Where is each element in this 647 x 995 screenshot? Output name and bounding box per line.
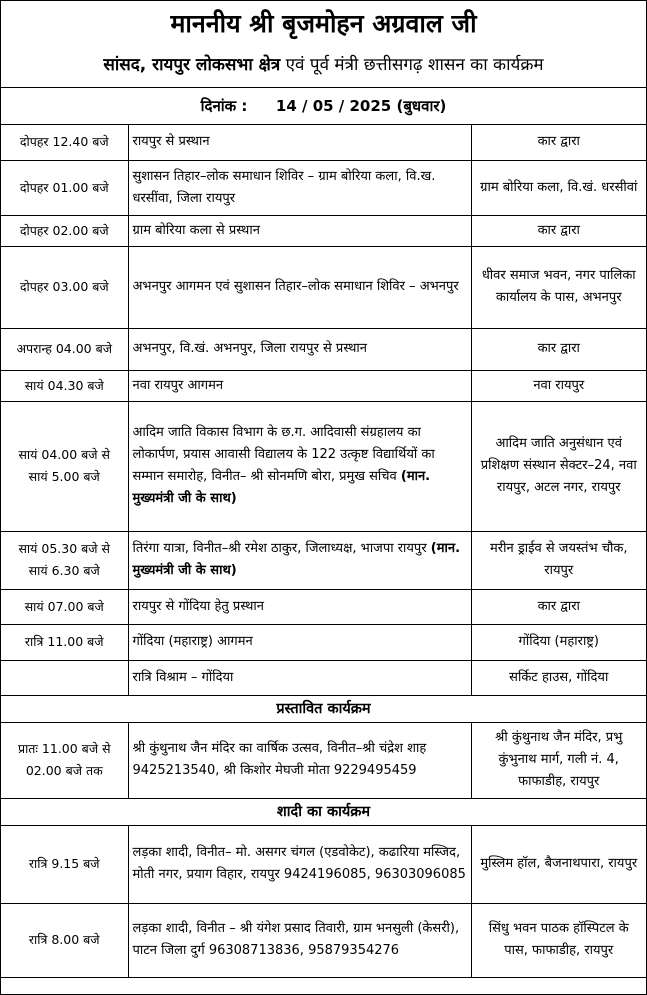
row-event: अभनपुर आगमन एवं सुशासन तिहार–लोक समाधान शिविर – अभनपुर xyxy=(128,246,471,328)
row-event xyxy=(128,531,471,589)
table-row xyxy=(1,624,646,660)
table-row xyxy=(1,370,646,401)
row-event: रात्रि विश्राम – गोंदिया xyxy=(128,660,471,695)
row-time-end: सायं 6.30 बजे xyxy=(28,563,100,578)
date-row xyxy=(1,88,646,125)
row-event: सुशासन तिहार–लोक समाधान शिविर – ग्राम बोरिया कला, वि.ख. धरसींवा, जिला रायपुर xyxy=(128,160,471,215)
section-heading-row xyxy=(1,798,646,825)
row-event: श्री कुंथुनाथ जैन मंदिर का वार्षिक उत्सव, विनीत–श्री चंद्रेश शाह 9425213540, श्री किशोर मेघजी मोता 9229495459 xyxy=(128,722,471,798)
row-place: श्री कुंथुनाथ जैन मंदिर, प्रभु कुंभुनाथ मार्ग, गली नं. 4, फाफाडीह, रायपुर xyxy=(471,722,646,798)
row-time xyxy=(1,531,128,589)
row-time-end: सायं 5.00 बजे xyxy=(28,469,100,484)
row-place: नवा रायपुर xyxy=(471,370,646,401)
row-time: रात्रि 9.15 बजे xyxy=(1,825,128,903)
table-row xyxy=(1,825,646,903)
row-time-start: सायं 04.00 बजे से xyxy=(18,447,110,462)
row-time: रात्रि 8.00 बजे xyxy=(1,903,128,977)
table-row xyxy=(1,125,646,160)
row-time: दोपहर 02.00 बजे xyxy=(1,215,128,246)
row-time-end: 02.00 बजे तक xyxy=(25,763,103,778)
table-row xyxy=(1,531,646,589)
section-heading-row xyxy=(1,695,646,722)
document-subtitle xyxy=(1,47,646,88)
row-place: सिंधु भवन पाठक हॉस्पिटल के पास, फाफाडीह, रायपुर xyxy=(471,903,646,977)
table-row xyxy=(1,589,646,624)
document-title: माननीय श्री बृजमोहन अग्रवाल जी xyxy=(170,9,477,38)
row-time-start: प्रातः 11.00 बजे से xyxy=(17,741,111,756)
table-row xyxy=(1,246,646,328)
row-event: अभनपुर, वि.खं. अभनपुर, जिला रायपुर से प्रस्थान xyxy=(128,328,471,370)
row-time xyxy=(1,660,128,695)
row-time: अपरान्ह 04.00 बजे xyxy=(1,328,128,370)
schedule-table xyxy=(1,125,646,978)
table-row xyxy=(1,401,646,531)
row-event: ग्राम बोरिया कला से प्रस्थान xyxy=(128,215,471,246)
row-place: सर्किट हाउस, गोंदिया xyxy=(471,660,646,695)
row-event: रायपुर से गोंदिया हेतु प्रस्थान xyxy=(128,589,471,624)
wedding-heading: शादी का कार्यक्रम xyxy=(1,798,646,825)
row-place: ग्राम बोरिया कला, वि.खं. धरसीवां xyxy=(471,160,646,215)
date-label: दिनांक : xyxy=(200,97,248,115)
table-row xyxy=(1,328,646,370)
row-event-text: आदिम जाति विकास विभाग के छ.ग. आदिवासी संग्रहालय का लोकार्पण, प्रयास आवासी विद्यालय के 122 उत्कृष्ट विद्यार्थियों का सम्मान समारोह, विनीत– श्री सोनमणि बोरा, प्रमुख सचिव xyxy=(132,425,435,484)
row-place: मुस्लिम हॉल, बैजनाथपारा, रायपुर xyxy=(471,825,646,903)
row-event: लड़का शादी, विनीत – श्री यंगेश प्रसाद तिवारी, ग्राम भनसुली (केसरी), पाटन जिला दुर्ग 96308713836, 95879354276 xyxy=(128,903,471,977)
row-place: कार द्वारा xyxy=(471,589,646,624)
subtitle-designation: सांसद, रायपुर लोकसभा क्षेत्र xyxy=(103,55,281,75)
subtitle-rest: एवं पूर्व मंत्री छत्तीसगढ़ शासन का कार्यक्रम xyxy=(285,55,544,75)
row-place: आदिम जाति अनुसंधान एवं प्रशिक्षण संस्थान सेक्टर–24, नवा रायपुर, अटल नगर, रायपुर xyxy=(471,401,646,531)
row-time xyxy=(1,401,128,531)
table-row xyxy=(1,215,646,246)
row-event-bold: (मान. मुख्यमंत्री जी के साथ) xyxy=(132,541,461,578)
date-value: 14 / 05 / 2025 xyxy=(275,97,392,115)
row-time xyxy=(1,722,128,798)
row-event: नवा रायपुर आगमन xyxy=(128,370,471,401)
row-time: रात्रि 11.00 बजे xyxy=(1,624,128,660)
row-place: कार द्वारा xyxy=(471,328,646,370)
row-event-text: तिरंगा यात्रा, विनीत–श्री रमेश ठाकुर, जिलाध्यक्ष, भाजपा रायपुर xyxy=(132,541,427,556)
table-row xyxy=(1,903,646,977)
row-place: कार द्वारा xyxy=(471,125,646,160)
row-place: गोंदिया (महाराष्ट्र) xyxy=(471,624,646,660)
row-time: सायं 04.30 बजे xyxy=(1,370,128,401)
table-row xyxy=(1,722,646,798)
row-time: दोपहर 01.00 बजे xyxy=(1,160,128,215)
table-row xyxy=(1,660,646,695)
row-time: दोपहर 12.40 बजे xyxy=(1,125,128,160)
row-place: कार द्वारा xyxy=(471,215,646,246)
day-name: (बुधवार) xyxy=(396,97,447,115)
table-row xyxy=(1,160,646,215)
row-event-bold: (मान. मुख्यमंत्री जी के साथ) xyxy=(132,469,431,506)
row-event: गोंदिया (महाराष्ट्र) आगमन xyxy=(128,624,471,660)
row-event: रायपुर से प्रस्थान xyxy=(128,125,471,160)
row-event: लड़का शादी, विनीत– मो. असगर चंगल (एडवोकेट), कढारिया मस्जिद, मोती नगर, प्रयाग विहार, रायपुर 9424196085, 96303096085 xyxy=(128,825,471,903)
row-place: मरीन ड्राईव से जयस्तंभ चौक, रायपुर xyxy=(471,531,646,589)
row-time: दोपहर 03.00 बजे xyxy=(1,246,128,328)
row-place: धीवर समाज भवन, नगर पालिका कार्यालय के पास, अभनपुर xyxy=(471,246,646,328)
row-event xyxy=(128,401,471,531)
row-time-start: सायं 05.30 बजे से xyxy=(18,541,110,556)
row-time: सायं 07.00 बजे xyxy=(1,589,128,624)
proposed-heading: प्रस्तावित कार्यक्रम xyxy=(1,695,646,722)
